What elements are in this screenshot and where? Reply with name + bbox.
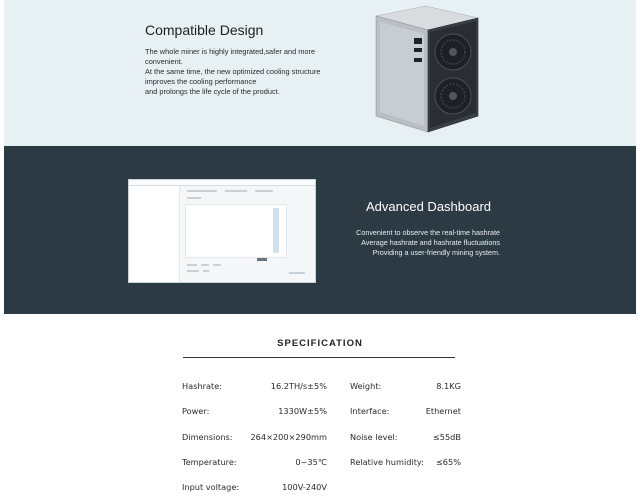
specification-title: SPECIFICATION <box>277 338 363 349</box>
compatible-line: At the same time, the new optimized cooling structure <box>145 67 321 76</box>
spec-label: Temperature: <box>182 457 237 467</box>
spec-value: ≤65% <box>435 457 461 467</box>
dashboard-line: Convenient to observe the real-time hashrate <box>356 228 500 237</box>
dashboard-chart-bar <box>273 208 279 253</box>
compatible-line: convenient. <box>145 57 183 66</box>
dashboard-button <box>257 258 267 261</box>
spec-label: Weight: <box>350 381 382 391</box>
spec-label: Hashrate: <box>182 381 223 391</box>
spec-label: Input voltage: <box>182 482 240 492</box>
advanced-dashboard-section <box>4 146 636 314</box>
compatible-design-section <box>4 0 636 146</box>
spec-row <box>0 482 640 496</box>
spec-row <box>0 457 640 471</box>
spec-row <box>0 406 640 420</box>
advanced-dashboard-description <box>322 228 500 258</box>
compatible-design-title: Compatible Design <box>145 22 264 38</box>
dashboard-placeholder-line <box>203 270 209 272</box>
dashboard-placeholder-line <box>187 197 201 199</box>
spec-value: 264×200×290mm <box>250 432 327 442</box>
advanced-dashboard-title: Advanced Dashboard <box>366 199 492 214</box>
dashboard-placeholder-line <box>213 264 221 266</box>
dashboard-placeholder-line <box>289 272 305 274</box>
compatible-line: The whole miner is highly integrated,safer and more <box>145 47 316 56</box>
spec-value: ≤55dB <box>432 432 461 442</box>
dashboard-screenshot <box>128 179 316 283</box>
spec-value: 16.2TH/s±5% <box>270 381 327 391</box>
dashboard-line: Providing a user-friendly mining system. <box>372 248 500 257</box>
dashboard-placeholder-line <box>187 270 199 272</box>
spec-value: 0~35℃ <box>295 457 327 467</box>
spec-label: Relative humidity: <box>350 457 424 467</box>
spec-row <box>0 381 640 395</box>
spec-value: Ethernet <box>425 406 461 416</box>
spec-label: Power: <box>182 406 210 416</box>
dashboard-placeholder-line <box>225 190 247 192</box>
spec-label: Dimensions: <box>182 432 233 442</box>
spec-label: Noise level: <box>350 432 398 442</box>
specification-divider <box>183 357 455 358</box>
spec-value: 1330W±5% <box>278 406 327 416</box>
dashboard-placeholder-line <box>255 190 273 192</box>
spec-row <box>0 432 640 446</box>
dashboard-sidebar <box>129 186 180 282</box>
compatible-line: improves the cooling performance <box>145 77 257 86</box>
dashboard-placeholder-line <box>201 264 209 266</box>
spec-value: 100V-240V <box>282 482 327 492</box>
dashboard-chart-panel <box>185 204 287 258</box>
dashboard-line: Average hashrate and hashrate fluctuations <box>361 238 500 247</box>
compatible-design-description <box>145 47 370 97</box>
spec-value: 8.1KG <box>436 381 461 391</box>
spec-label: Interface: <box>350 406 390 416</box>
compatible-line: and prolongs the life cycle of the product. <box>145 87 280 96</box>
miner-product-image <box>366 4 484 136</box>
dashboard-placeholder-line <box>187 190 217 192</box>
dashboard-placeholder-line <box>187 264 197 266</box>
